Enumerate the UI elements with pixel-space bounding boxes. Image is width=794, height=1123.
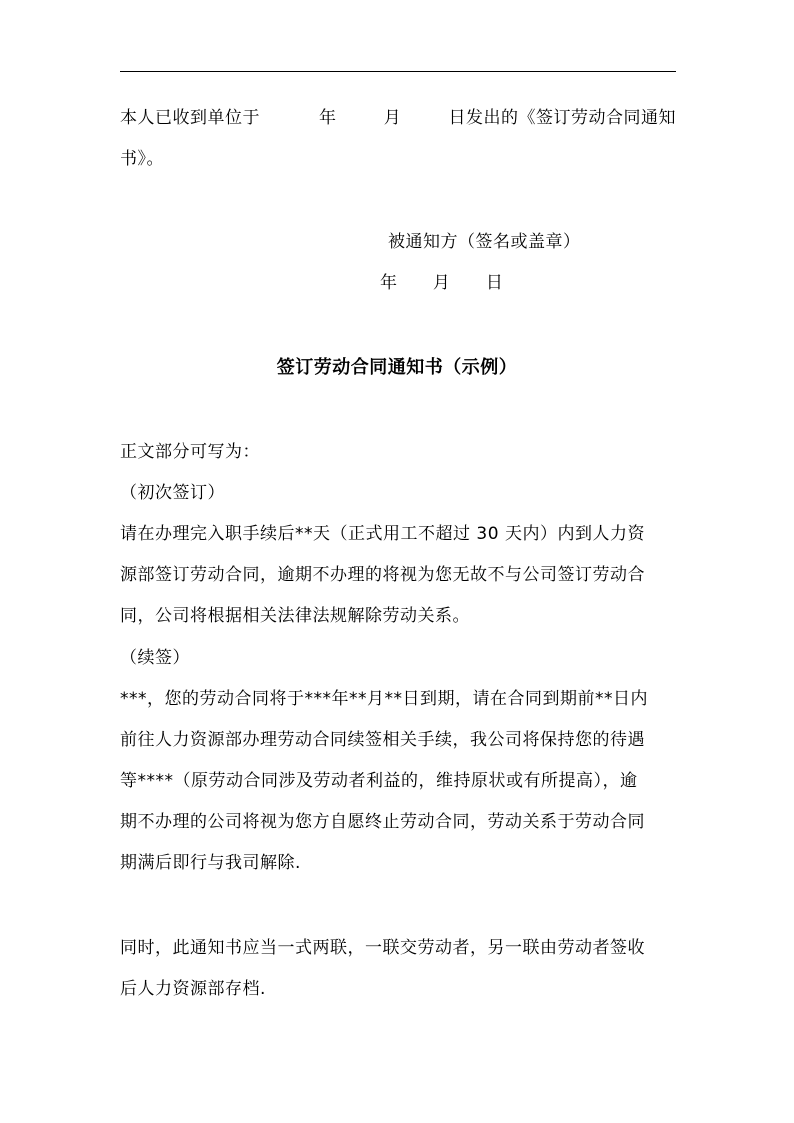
- renewal-line-3: 等****（原劳动合同涉及劳动者利益的，维持原状或有所提高），逾: [120, 771, 638, 791]
- initial-line-3: 同，公司将根据相关法律法规解除劳动关系。: [120, 606, 470, 626]
- receipt-line-2: 书》。: [120, 149, 164, 169]
- signature-label: 被通知方（签名或盖章）: [388, 232, 581, 252]
- renewal-heading: （续签）: [120, 648, 190, 668]
- closing-line-1: 同时，此通知书应当一式两联，一联交劳动者，另一联由劳动者签收: [120, 938, 645, 958]
- closing-line-2: 后人力资源部存档.: [120, 979, 266, 999]
- renewal-line-2: 前往人力资源部办理劳动合同续签相关手续，我公司将保持您的待遇: [120, 730, 645, 750]
- initial-heading: （初次签订）: [120, 483, 225, 503]
- initial-line-2: 源部签订劳动合同，逾期不办理的将视为您无故不与公司签订劳动合: [120, 565, 645, 585]
- initial-line-1: 请在办理完入职手续后**天（正式用工不超过 30 天内）内到人力资: [120, 524, 645, 544]
- renewal-line-5: 期满后即行与我司解除.: [120, 853, 301, 873]
- document-title: 签订劳动合同通知书（示例）: [276, 357, 518, 378]
- signature-date: 年 月 日: [380, 273, 504, 293]
- header-rule: [120, 71, 676, 72]
- renewal-line-4: 期不办理的公司将视为您方自愿终止劳动合同，劳动关系于劳动合同: [120, 812, 645, 832]
- receipt-line-1: 本人已收到单位于 年 月 日发出的《签订劳动合同通知: [120, 108, 676, 128]
- intro-text: 正文部分可写为：: [120, 442, 260, 462]
- renewal-line-1: ***，您的劳动合同将于***年**月**日到期，请在合同到期前**日内: [120, 689, 648, 709]
